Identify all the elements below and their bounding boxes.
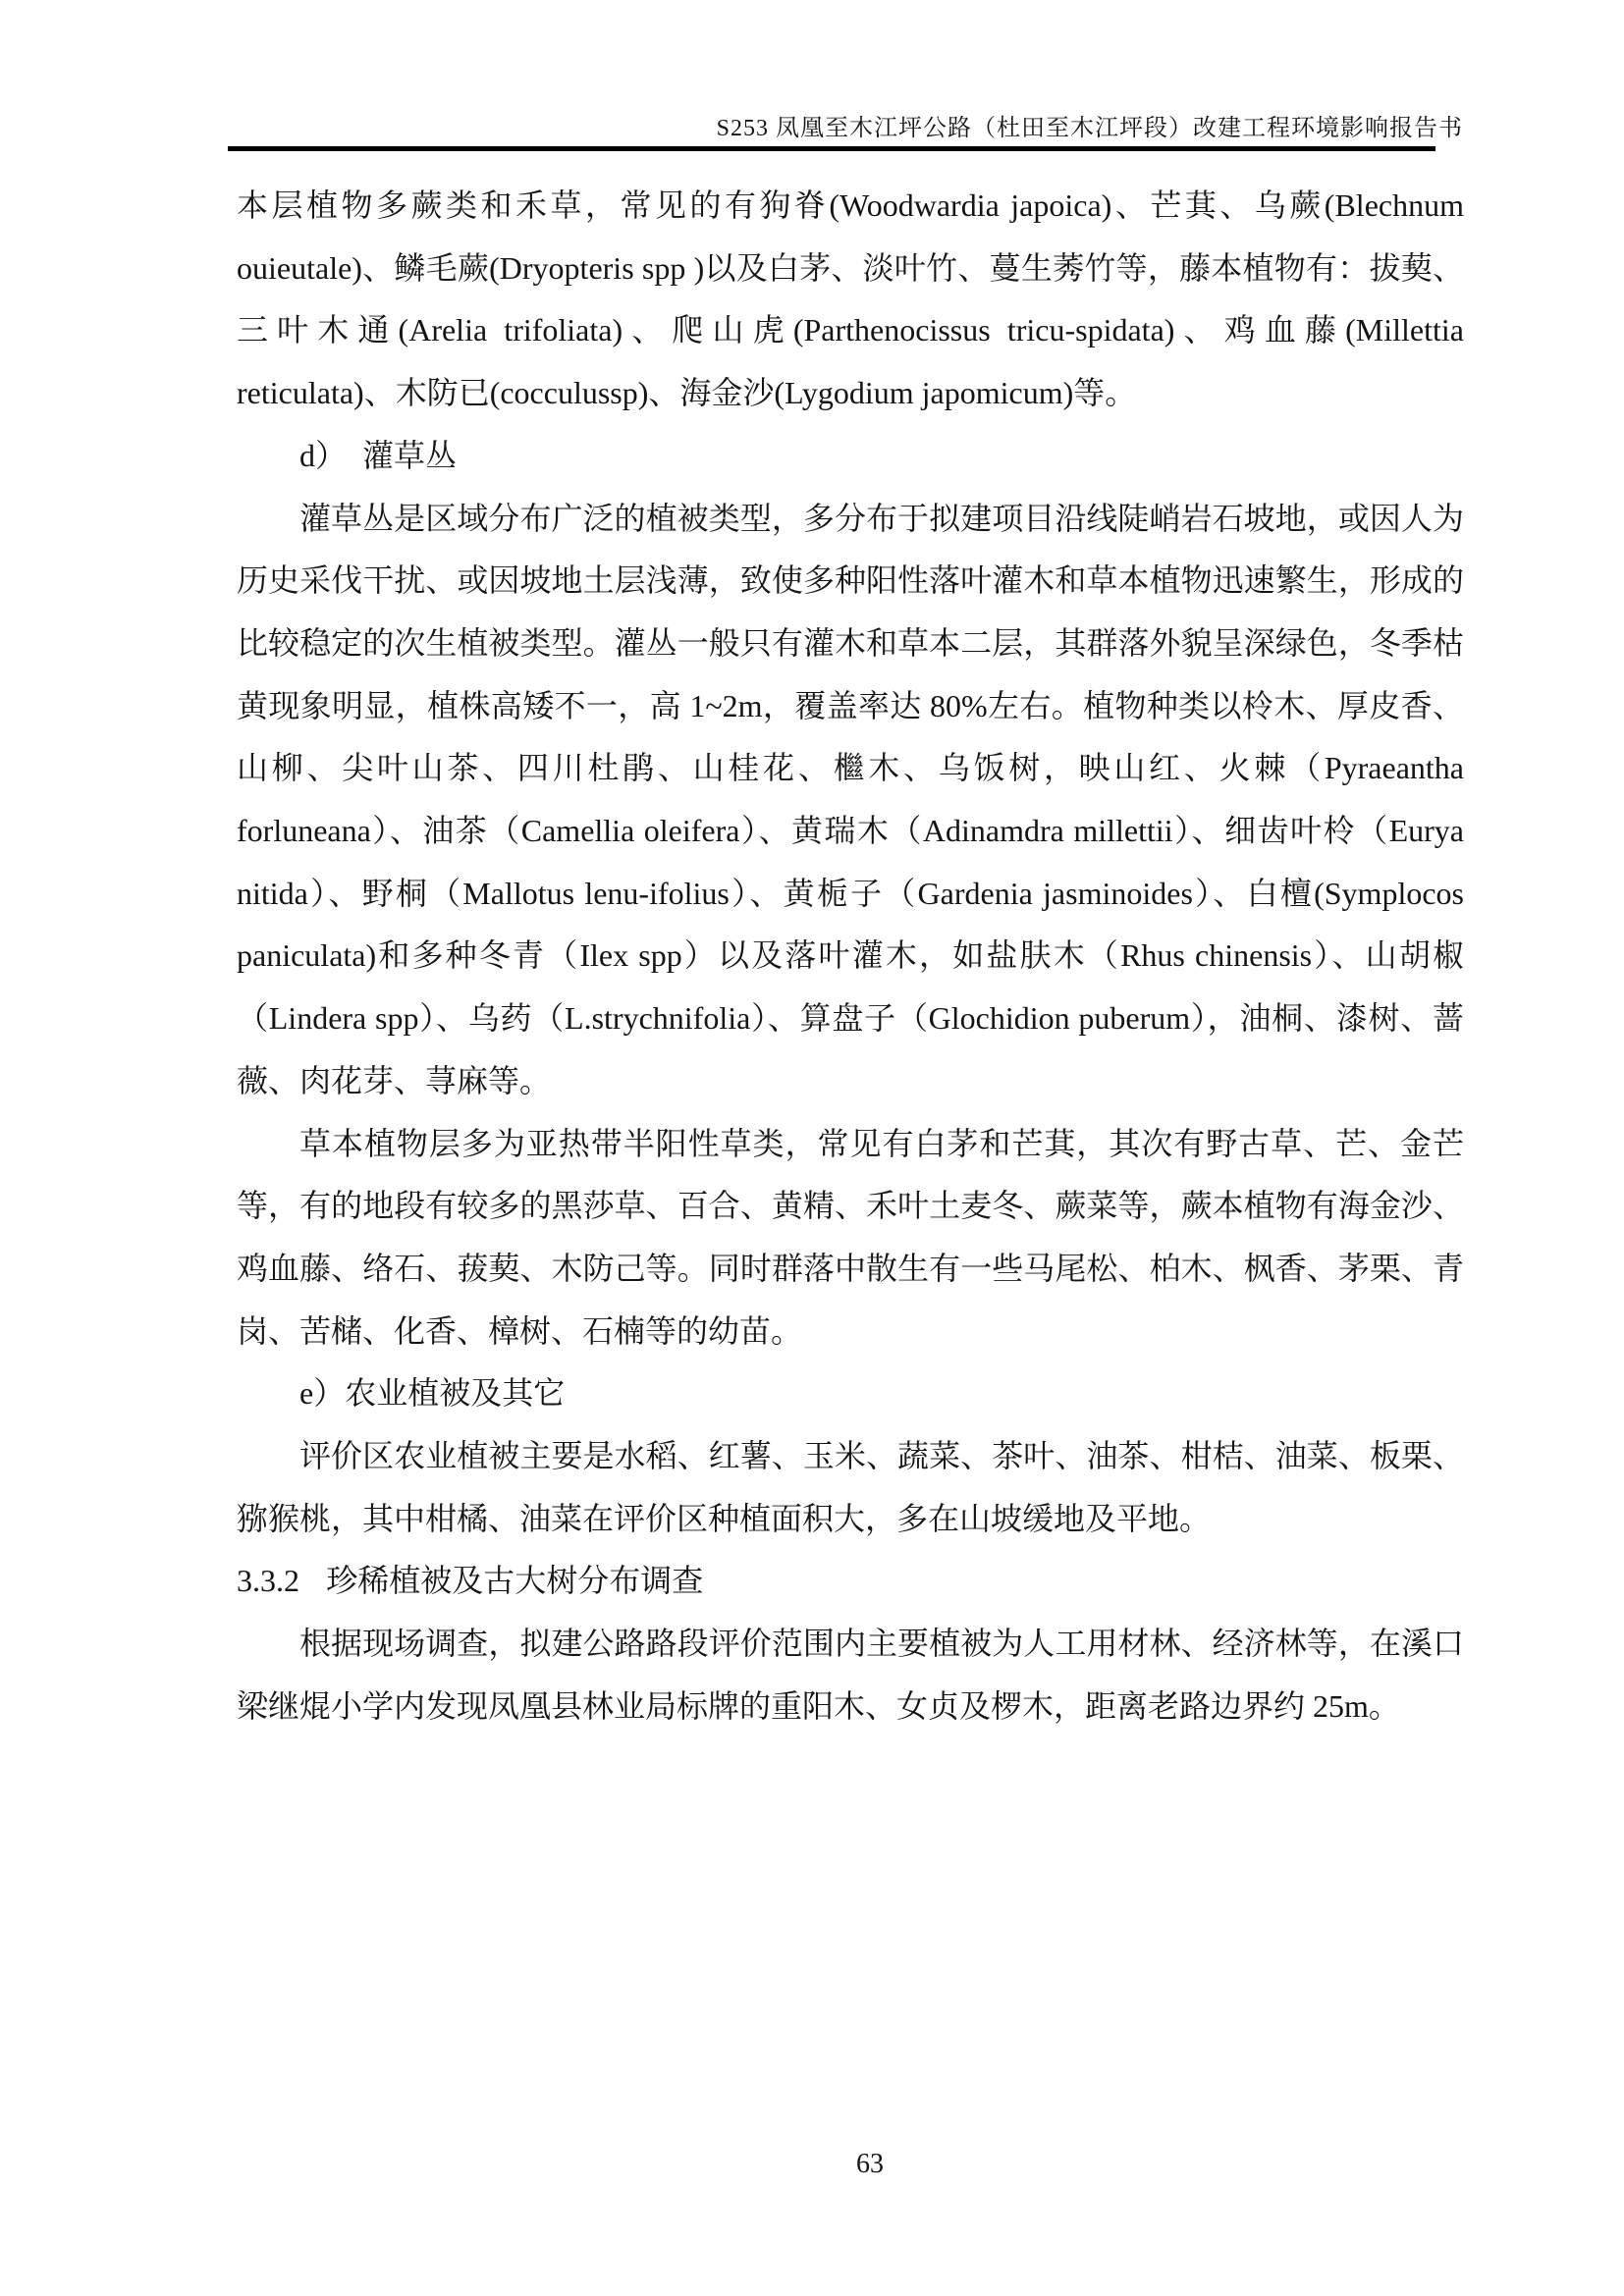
section-heading-3-3-2 (237, 1550, 1464, 1613)
paragraph-herb-layer: 草本植物层多为亚热带半阳性草类，常见有白茅和芒萁，其次有野古草、芒、金芒等，有的地段有较多的黑莎草、百合、黄精、禾叶土麦冬、蕨菜等，蕨本植物有海金沙、鸡血藤、络石、菝葜、木防己等。同时群落中散生有一些马尾松、柏木、枫香、茅栗、青岗、苦槠、化香、樟树、石楠等的幼苗。 (237, 1125, 1464, 1349)
header-rule (228, 146, 1435, 151)
paragraph-rare-plants-survey: 根据现场调查，拟建公路路段评价范围内主要植被为人工用材林、经济林等，在溪口梁继焜小学内发现凤凰县林业局标牌的重阳木、女贞及椤木，距离老路边界约 25m。 (237, 1626, 1464, 1724)
paragraph-fern-grass-layer: 本层植物多蕨类和禾草，常见的有狗脊(Woodwardia japoica)、芒萁、乌蕨(Blechnum ouieutale)、鳞毛蕨(Dryopteris spp )以及白茅、淡叶竹、蔓生莠竹等，藤本植物有：拔葜、三叶木通(Arelia trifoliata)、爬山虎(Parthenocissus tricu-spidata)、鸡血藤(Millettia reticulata)、木防已(cocculussp)、海金沙(Lygodium japomicum)等。 (237, 187, 1464, 411)
paragraph-agricultural-vegetation: 评价区农业植被主要是水稻、红薯、玉米、蔬菜、茶叶、油茶、柑桔、油菜、板栗、猕猴桃，其中柑橘、油菜在评价区种植面积大，多在山坡缓地及平地。 (237, 1438, 1464, 1536)
document-body (237, 175, 1464, 1738)
running-header-title: S253 凤凰至木江坪公路（杜田至木江坪段）改建工程环境影响报告书 (716, 116, 1463, 141)
page-number: 63 (856, 2149, 884, 2179)
paragraph-shrub-grass-community: 灌草丛是区域分布广泛的植被类型，多分布于拟建项目沿线陡峭岩石坡地，或因人为历史采伐干扰、或因坡地土层浅薄，致使多种阳性落叶灌木和草本植物迅速繁生，形成的比较稳定的次生植被类型。灌丛一般只有灌木和草本二层，其群落外貌呈深绿色，冬季枯黄现象明显，植株高矮不一，高 1~2m，覆盖率达 80%左右。植物种类以柃木、厚皮香、山柳、尖叶山茶、四川杜鹃、山桂花、檵木、乌饭树，映山红、火棘（Pyraeantha forluneana）、油茶（Camellia oleifera）、黄瑞木（Adinamdra millettii）、细齿叶柃（Eurya nitida）、野桐（Mallotus lenu-ifolius）、黄栀子（Gardenia jasminoides）、白檀(Symplocos paniculata)和多种冬青（Ilex spp）以及落叶灌木，如盐肤木（Rhus chinensis）、山胡椒（Lindera spp）、乌药（L.strychnifolia）、算盘子（Glochidion puberum），油桐、漆树、蔷薇、肉花芽、荨麻等。 (237, 500, 1464, 1098)
section-title: 珍稀植被及古大树分布调查 (326, 1563, 704, 1599)
item-e-agricultural-vegetation-heading: e）农业植被及其它 (299, 1375, 566, 1412)
item-d-shrub-grass-heading: d） 灌草丛 (299, 437, 458, 473)
section-number: 3.3.2 (237, 1563, 299, 1599)
